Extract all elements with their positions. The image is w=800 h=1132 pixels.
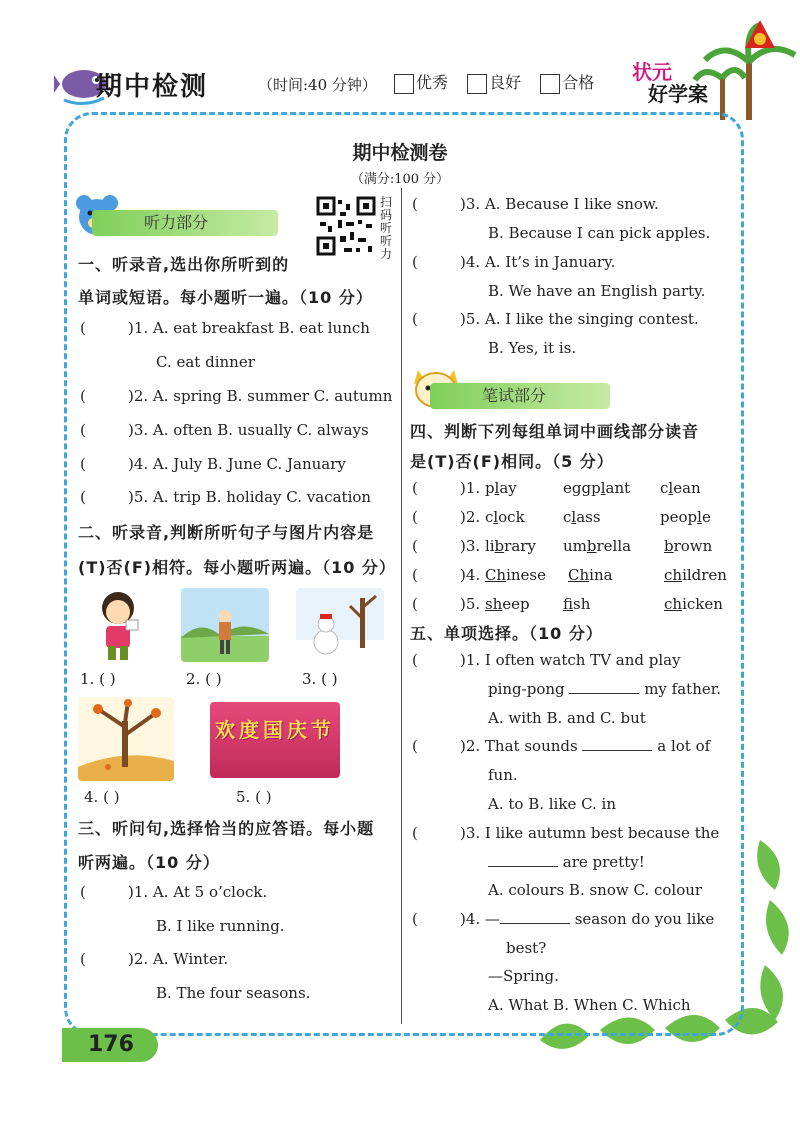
full-score: （满分:100 分） [350, 172, 450, 187]
question-3-4-option-b: B. We have an English party. [488, 282, 706, 300]
column-divider [401, 188, 402, 1024]
section3-heading-cont: 听两遍。（10 分） [78, 853, 220, 872]
phonics-word: class [563, 508, 601, 526]
question-5-4-reply: —Spring. [488, 967, 559, 985]
rating-checkbox-good[interactable] [467, 74, 487, 94]
question-3-3: ( )3. A. Because I like snow. [412, 195, 659, 213]
question-1-1-option-c: C. eat dinner [156, 353, 255, 371]
section4-heading-cont: 是(T)否(F)相同。（5 分） [410, 452, 614, 471]
question-5-1-cont: ping-pong my father. [488, 680, 722, 698]
phonics-row-4: ( )4. Chinese [412, 566, 546, 584]
phonics-word: people [660, 508, 711, 526]
question-3-2-option-b: B. The four seasons. [156, 984, 311, 1002]
phonics-word: children [664, 566, 727, 584]
question-5-3-cont: are pretty! [488, 853, 645, 871]
qr-code-icon[interactable] [316, 196, 376, 256]
picture-label-1: 1. ( ) [80, 670, 116, 688]
question-1-4: ( )4. A. July B. June C. January [80, 455, 346, 473]
rating-label: 优秀 [416, 73, 449, 92]
answer-blank[interactable] [500, 911, 570, 924]
question-1-3: ( )3. A. often B. usually C. always [80, 421, 369, 439]
question-3-1: ( )1. A. At 5 o’clock. [80, 883, 268, 901]
question-5-4-options: A. What B. When C. Which [488, 996, 691, 1014]
answer-blank[interactable] [582, 738, 652, 751]
brand-name-top: 状元 [632, 60, 672, 84]
picture-girl-sick [86, 588, 150, 662]
rating-group [380, 70, 594, 94]
phonics-word: chicken [664, 595, 723, 613]
rating-checkbox-pass[interactable] [540, 74, 560, 94]
section1-heading-cont: 单词或短语。每小题听一遍。（10 分） [78, 288, 373, 307]
phonics-word: China [568, 566, 613, 584]
picture-snowman-winter [296, 588, 384, 662]
question-1-2: ( )2. A. spring B. summer C. autumn [80, 387, 393, 405]
picture-national-day [210, 702, 340, 778]
question-3-3-option-b: B. Because I can pick apples. [488, 224, 711, 242]
section2-heading-cont: (T)否(F)相符。每小题听两遍。（10 分） [78, 558, 396, 577]
rating-label: 良好 [489, 73, 522, 92]
question-5-2: ( )2. That sounds a lot of [412, 737, 711, 755]
phonics-word: eggplant [563, 479, 631, 497]
question-3-5: ( )5. A. I like the singing contest. [412, 310, 699, 328]
section5-heading: 五、单项选择。（10 分） [410, 624, 603, 643]
question-5-2-options: A. to B. like C. in [488, 795, 617, 813]
picture-spring-walk [181, 588, 269, 662]
picture-label-4: 4. ( ) [84, 788, 120, 806]
section1-heading: 一、听录音,选出你所听到的 [78, 255, 290, 274]
listening-banner: 听力部分 [92, 210, 278, 236]
question-3-5-option-b: B. Yes, it is. [488, 339, 577, 357]
question-3-2: ( )2. A. Winter. [80, 950, 229, 968]
phonics-word: fish [563, 595, 591, 613]
question-5-1: ( )1. I often watch TV and play [412, 651, 681, 669]
question-5-4: ( )4. — season do you like [412, 910, 715, 928]
question-1-5: ( )5. A. trip B. holiday C. vacation [80, 488, 372, 506]
answer-blank[interactable] [488, 854, 558, 867]
question-3-1-option-b: B. I like running. [156, 917, 285, 935]
phonics-row-1: ( )1. play [412, 479, 517, 497]
section4-heading: 四、判断下列每组单词中画线部分读音 [410, 422, 700, 441]
festival-text: 欢度国庆节 [215, 718, 335, 742]
picture-label-3: 3. ( ) [302, 670, 338, 688]
qr-label: 扫码听听力 [380, 195, 393, 261]
question-5-3: ( )3. I like autumn best because the [412, 824, 720, 842]
phonics-row-5: ( )5. sheep [412, 595, 530, 613]
header-title: 期中检测 [96, 72, 209, 102]
picture-label-2: 2. ( ) [186, 670, 222, 688]
answer-blank[interactable] [569, 681, 639, 694]
rating-checkbox-excellent[interactable] [394, 74, 414, 94]
phonics-word: umbrella [563, 537, 632, 555]
phonics-word: brown [664, 537, 713, 555]
question-5-3-options: A. colours B. snow C. colour [488, 881, 703, 899]
page-title: 期中检测卷 [352, 142, 448, 164]
phonics-word: clean [660, 479, 701, 497]
phonics-row-2: ( )2. clock [412, 508, 525, 526]
picture-autumn-tree [78, 697, 174, 781]
question-5-1-options: A. with B. and C. but [488, 709, 646, 727]
picture-label-5: 5. ( ) [236, 788, 272, 806]
question-5-2-cont: fun. [488, 766, 518, 784]
written-banner: 笔试部分 [430, 383, 610, 409]
section2-heading: 二、听录音,判断所听句子与图片内容是 [78, 523, 375, 542]
exam-time: （时间:40 分钟） [258, 76, 377, 94]
question-3-4: ( )4. A. It’s in January. [412, 253, 616, 271]
brand-name-bottom: 好学案 [648, 82, 708, 106]
question-5-4-cont: best? [506, 939, 547, 957]
rating-label: 合格 [562, 73, 595, 92]
section3-heading: 三、听问句,选择恰当的应答语。每小题 [78, 819, 375, 838]
phonics-row-3: ( )3. library [412, 537, 536, 555]
page-number: 176 [62, 1028, 158, 1062]
question-1-1: ( )1. A. eat breakfast B. eat lunch [80, 319, 370, 337]
